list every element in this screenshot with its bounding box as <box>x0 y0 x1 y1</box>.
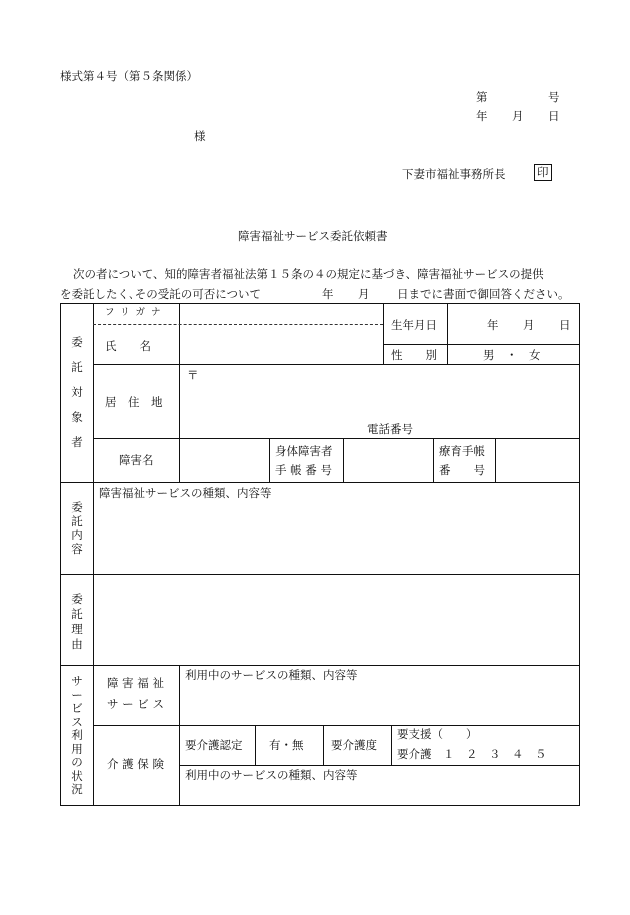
birth-year-label: 年 <box>487 318 499 332</box>
welfare-usage-description: 利用中のサービスの種類、内容等 <box>185 668 358 682</box>
care-certification-options: 有・無 <box>269 738 304 752</box>
care-insurance-label: 介 護 保 険 <box>107 757 164 771</box>
body-line-2-end: 日までに書面で御回答ください。 <box>397 287 570 301</box>
postal-mark: 〒 <box>187 368 199 382</box>
birthdate-label: 生年月日 <box>391 318 437 332</box>
document-number-prefix: 第 <box>476 90 488 104</box>
phone-label: 電話番号 <box>367 422 413 436</box>
reply-month: 月 <box>358 287 370 301</box>
support-level-label: 要支援（ ） <box>397 727 478 741</box>
physical-certificate-label-2: 手 帳 番 号 <box>275 463 332 477</box>
furigana-label: フリガナ <box>105 307 167 318</box>
section-target-person: 委託対象者 <box>71 335 83 449</box>
date-month: 月 <box>512 109 524 123</box>
sender-name: 下妻市福祉事務所長 <box>402 167 506 181</box>
date-year: 年 <box>476 109 488 123</box>
disability-name-label: 障害名 <box>119 453 154 467</box>
section-service-usage: サービス利用の状況 <box>71 674 83 796</box>
reply-year: 年 <box>322 287 334 301</box>
care-level-label: 要介護度 <box>331 738 377 752</box>
document-title: 障害福祉サービス委託依頼書 <box>238 229 388 243</box>
date-day: 日 <box>548 109 560 123</box>
seal-mark: 印 <box>534 164 552 181</box>
welfare-service-label-2: サ ー ビ ス <box>107 697 164 711</box>
section-content: 委託内容 <box>71 500 83 556</box>
content-description: 障害福祉サービスの種類、内容等 <box>99 486 272 500</box>
care-level-options: 要介護 １ ２ ３ ４ ５ <box>397 747 547 761</box>
address-label: 居 住 地 <box>105 395 163 409</box>
form-number: 様式第４号（第５条関係） <box>60 69 198 83</box>
care-certification-label: 要介護認定 <box>185 738 243 752</box>
birth-day-label: 日 <box>559 318 571 332</box>
body-line-2-start: を委託したく､その受託の可否について <box>60 287 262 301</box>
body-line-1: 次の者について、知的障害者福祉法第１５条の４の規定に基づき、障害福祉サービスの提供 <box>73 267 544 281</box>
addressee-suffix: 様 <box>194 129 206 143</box>
name-label: 氏 名 <box>105 339 151 353</box>
rehab-certificate-label-2: 番 号 <box>439 463 485 477</box>
birth-month-label: 月 <box>523 318 535 332</box>
rehab-certificate-label-1: 療育手帳 <box>439 444 485 458</box>
section-reason: 委託理由 <box>71 592 83 651</box>
document-number-suffix: 号 <box>548 90 560 104</box>
sex-options: 男 ・ 女 <box>483 348 541 362</box>
request-form-table <box>60 303 580 806</box>
physical-certificate-label-1: 身体障害者 <box>275 444 333 458</box>
sex-label: 性 別 <box>391 348 437 362</box>
care-usage-description: 利用中のサービスの種類、内容等 <box>185 768 358 782</box>
welfare-service-label-1: 障 害 福 祉 <box>107 676 164 690</box>
